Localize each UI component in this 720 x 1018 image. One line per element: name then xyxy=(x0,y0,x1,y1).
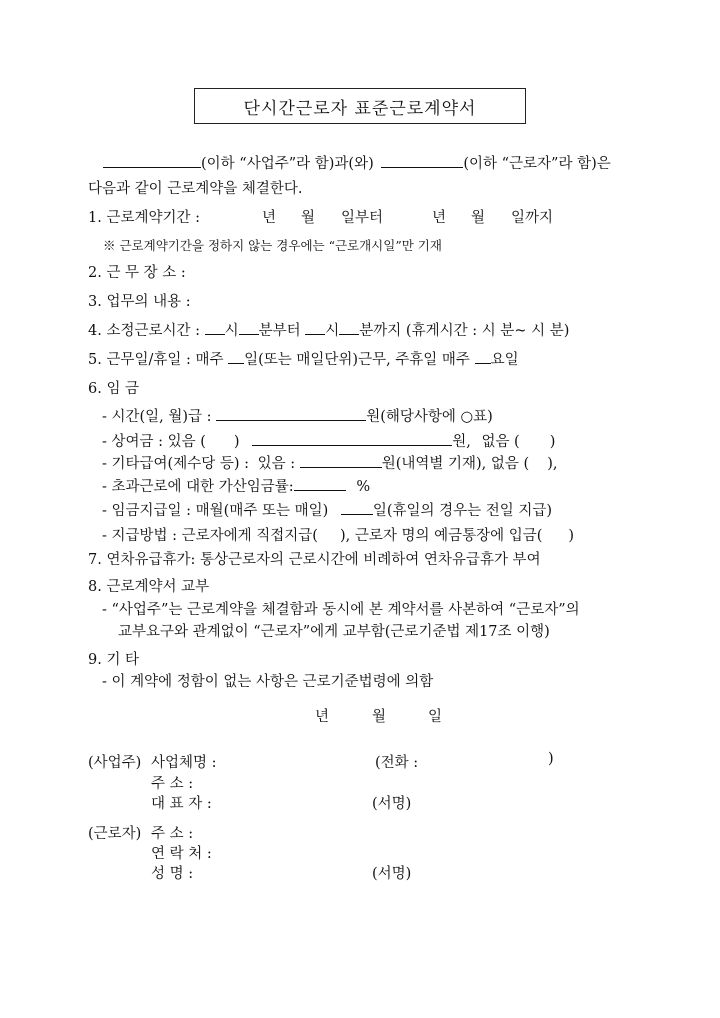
employer-name-blank[interactable] xyxy=(103,153,201,168)
hours-h1: 시 xyxy=(224,323,239,339)
method-mid: ), 근로자 명의 예금통장에 입금( xyxy=(339,528,543,544)
bonus-none-close: ) xyxy=(549,434,556,450)
intro-line-2: 다음과 같이 근로계약을 체결한다. xyxy=(88,181,303,197)
workdays-days-blank[interactable] xyxy=(228,349,244,364)
worker-name-blank[interactable] xyxy=(381,153,463,168)
employer-phone-label: (전화 : xyxy=(375,755,419,771)
employer-rep-label: 대 표 자 : xyxy=(151,796,212,812)
worker-contact-label: 연 락 처 : xyxy=(151,846,212,862)
document-title: 단시간근로자 표준근로계약서 xyxy=(194,88,526,124)
hours-end-min-blank[interactable] xyxy=(339,320,359,335)
period-from-year: 년 xyxy=(262,210,277,226)
workdays-end: 요일 xyxy=(490,352,519,368)
hours-h2: 시 xyxy=(325,323,340,339)
leave-line: 7. 연차유급휴가: 통상근로자의 근로시간에 비례하여 연차유급휴가 부여 xyxy=(88,552,541,568)
hours-end-hour-blank[interactable] xyxy=(305,320,325,335)
workdays-label: 5. 근무일/휴일 : 매주 xyxy=(88,352,224,368)
wage-hourly-end: 원(해당사항에 ○표) xyxy=(366,409,493,425)
employer-sign[interactable]: (서명) xyxy=(372,796,412,812)
other-line-1: - 이 계약에 정함이 없는 사항은 근로기준법령에 의함 xyxy=(102,674,434,690)
other-end: ), xyxy=(547,456,558,472)
bonus-none: 없음 ( xyxy=(481,434,520,450)
overtime-rate-blank[interactable] xyxy=(294,476,346,491)
period-note: ※ 근로계약기간을 정하지 않는 경우에는 “근로개시일”만 기재 xyxy=(103,238,442,253)
intro-line-1 xyxy=(103,152,611,173)
overtime-pct: % xyxy=(356,479,371,495)
worker-sign[interactable]: (서명) xyxy=(372,866,412,882)
delivery-line-1: - “사업주”는 근로계약을 체결함과 동시에 본 계약서를 사본하여 “근로자”의 xyxy=(102,602,580,618)
overtime-label: - 초과근로에 대한 가산임금률: xyxy=(102,479,294,495)
bonus-label: - 상여금 : 있음 ( xyxy=(102,434,206,450)
employer-tag: (사업주) xyxy=(88,755,142,771)
hours-break: (휴게시간 : 시 분~ 시 분) xyxy=(405,323,570,339)
payday-end: 일(휴일의 경우는 전일 지급) xyxy=(372,503,553,519)
worker-name-label: 성 명 : xyxy=(151,866,194,882)
other-heading: 9. 기 타 xyxy=(88,652,140,668)
period-from-day: 일부터 xyxy=(341,210,384,226)
bonus-amount-blank[interactable] xyxy=(252,431,452,446)
other-mid: 원(내역별 기재), 없음 ( xyxy=(381,456,530,472)
wage-hourly-line xyxy=(102,405,493,426)
other-amount-blank[interactable] xyxy=(300,453,382,468)
wage-other-line xyxy=(102,452,557,473)
employer-phone-close: ) xyxy=(548,751,554,767)
hours-line xyxy=(88,319,569,340)
wage-heading: 6. 임 금 xyxy=(88,381,140,397)
wage-payday-line xyxy=(102,499,552,520)
period-from-month: 월 xyxy=(301,210,316,226)
delivery-heading: 8. 근로계약서 교부 xyxy=(88,579,210,595)
method-end: ) xyxy=(568,528,575,544)
delivery-line-2: 교부요구와 관계없이 “근로자”에게 교부함(근로기준법 제17조 이행) xyxy=(118,624,550,640)
method-label: - 지급방법 : 근로자에게 직접지급( xyxy=(102,528,318,544)
period-to-year: 년 xyxy=(432,210,447,226)
other-label: - 기타급여(제수당 등) : xyxy=(102,456,249,472)
hours-start-hour-blank[interactable] xyxy=(205,320,225,335)
intro-part2: (이하 “근로자”라 함)은 xyxy=(463,156,611,172)
employer-address-label: 주 소 : xyxy=(151,776,194,792)
wage-hourly-blank[interactable] xyxy=(216,406,366,421)
other-yes: 있음 : xyxy=(257,456,296,472)
job-label: 3. 업무의 내용 : xyxy=(88,294,191,310)
wage-hourly-label: - 시간(일, 월)급 : xyxy=(102,409,212,425)
wage-overtime-line xyxy=(102,475,370,496)
hours-m1: 분부터 xyxy=(258,323,301,339)
payday-label: - 임금지급일 : 매월(매주 또는 매일) xyxy=(102,503,329,519)
date-day: 일 xyxy=(428,709,443,725)
date-year: 년 xyxy=(315,709,330,725)
employer-company-label: 사업체명 : xyxy=(151,755,217,771)
workdays-mid: 일(또는 매일단위)근무, 주휴일 매주 xyxy=(244,352,470,368)
payday-blank[interactable] xyxy=(341,500,373,515)
worker-address-label: 주 소 : xyxy=(151,826,194,842)
workdays-line xyxy=(88,348,519,369)
hours-label: 4. 소정근로시간 : xyxy=(88,323,200,339)
bonus-won: 원, xyxy=(452,434,471,450)
workplace-label: 2. 근 무 장 소 : xyxy=(88,265,186,281)
wage-method-line xyxy=(102,524,574,545)
intro-part1: (이하 “사업주”라 함)과(와) xyxy=(201,156,374,172)
period-to-day: 일까지 xyxy=(511,210,554,226)
wage-bonus-line xyxy=(102,430,555,451)
weekly-holiday-blank[interactable] xyxy=(475,349,491,364)
hours-m2: 분까지 xyxy=(359,323,402,339)
period-label: 1. 근로계약기간 : xyxy=(88,210,200,226)
bonus-close: ) xyxy=(233,434,240,450)
hours-start-min-blank[interactable] xyxy=(239,320,259,335)
period-to-month: 월 xyxy=(471,210,486,226)
worker-tag: (근로자) xyxy=(88,826,142,842)
date-month: 월 xyxy=(372,709,387,725)
